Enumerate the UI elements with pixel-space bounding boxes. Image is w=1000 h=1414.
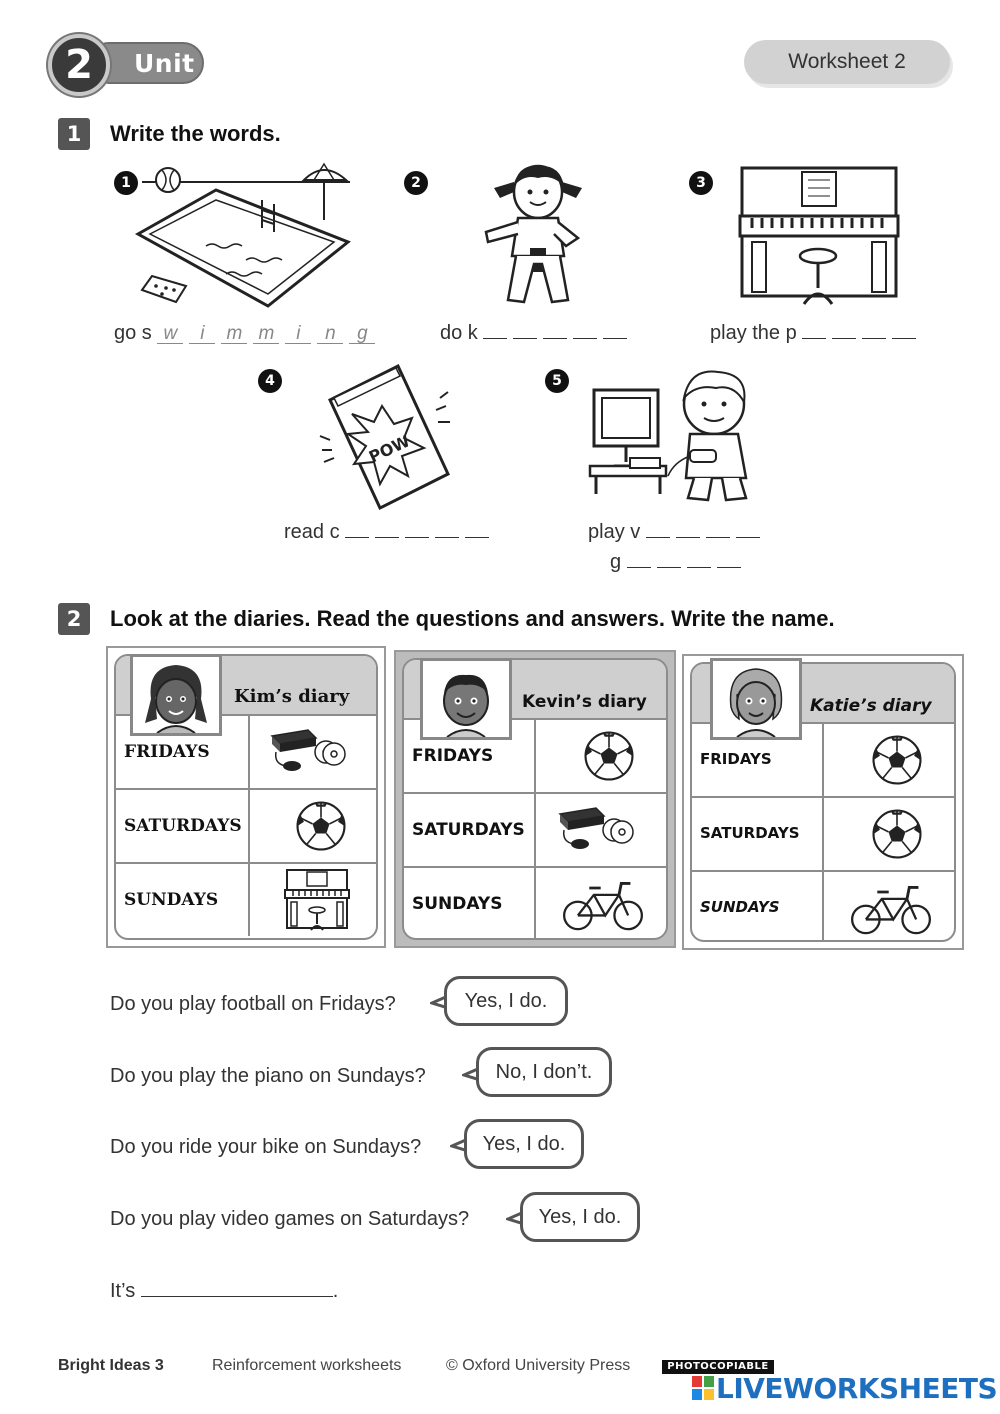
word-item-5 (588, 521, 766, 544)
answer-letter[interactable]: w (157, 325, 183, 344)
katie-diary (682, 654, 964, 950)
answer-letter[interactable]: g (349, 325, 375, 344)
diary-row (116, 862, 376, 936)
answer-blank[interactable] (513, 335, 537, 339)
answer-blank[interactable] (736, 534, 760, 538)
word-item-4 (284, 521, 495, 544)
bike-icon (558, 872, 648, 936)
boy-face-icon (423, 661, 509, 737)
football-icon (852, 802, 942, 866)
answer-blank[interactable] (573, 335, 597, 339)
answer-blank[interactable] (687, 564, 711, 568)
answer-letter[interactable]: n (317, 325, 343, 344)
answer-blank[interactable] (435, 534, 459, 538)
answer-blank[interactable] (832, 335, 856, 339)
kim-diary (106, 646, 386, 948)
cell-divider (534, 794, 536, 866)
final-prefix: It’s (110, 1280, 136, 1302)
cell-divider (822, 798, 824, 870)
cell-divider (248, 716, 250, 788)
cell-divider (248, 790, 250, 862)
picture-1-number: 1 (114, 171, 138, 195)
exercise-1-number: 1 (58, 118, 90, 150)
answer-letter[interactable]: m (253, 325, 279, 344)
answer-letter[interactable]: i (189, 325, 215, 344)
diary-row (404, 866, 666, 940)
cell-divider (534, 720, 536, 792)
picture-5-number: 5 (545, 369, 569, 393)
answer-blank[interactable] (375, 534, 399, 538)
unit-label: Unit (134, 49, 195, 78)
piano-illustration (738, 164, 900, 310)
answer-blank[interactable] (543, 335, 567, 339)
cell-divider (248, 864, 250, 936)
kevin-photo (420, 658, 512, 740)
video-games-icon (264, 720, 354, 784)
day-label: FRIDAYS (124, 742, 210, 762)
football-icon (852, 728, 942, 792)
final-answer-line (110, 1280, 338, 1303)
answer-blank[interactable] (483, 335, 507, 339)
picture-3-number: 3 (689, 171, 713, 195)
diary-row (692, 796, 954, 870)
kevin-diary (394, 650, 676, 948)
word-3-prefix: play the p (710, 322, 797, 344)
katie-photo (710, 658, 802, 740)
day-label: SATURDAYS (124, 816, 242, 836)
word-5-prefix: play v (588, 521, 641, 543)
question-2: Do you play the piano on Sundays? (110, 1065, 426, 1087)
word-item-3 (710, 322, 922, 345)
footer-book: Bright Ideas 3 (58, 1357, 164, 1374)
answer-blank[interactable] (862, 335, 886, 339)
photocopiable-badge: PHOTOCOPIABLE (662, 1360, 774, 1374)
unit-number-circle (48, 34, 110, 96)
answer-blank[interactable] (405, 534, 429, 538)
karate-girl-illustration (478, 160, 598, 310)
svg-text:POW: POW (365, 431, 413, 467)
liveworksheets-logo-icon (692, 1376, 714, 1400)
footer-series: Reinforcement worksheets (212, 1357, 402, 1374)
girl-face-icon (713, 661, 799, 737)
diary-row (404, 792, 666, 866)
liveworksheets-brand: LIVEWORKSHEETS (716, 1372, 998, 1405)
day-label: SUNDAYS (412, 894, 503, 914)
football-icon (564, 724, 654, 788)
answer-blank[interactable] (802, 335, 826, 339)
question-3: Do you ride your bike on Sundays? (110, 1136, 422, 1158)
exercise-2-number: 2 (58, 603, 90, 635)
answer-blank[interactable] (892, 335, 916, 339)
diary-title: Katie’s diary (810, 696, 932, 716)
answer-bubble-4: Yes, I do. (520, 1192, 640, 1242)
word-5-second-prefix: g (610, 551, 622, 573)
name-answer-input[interactable] (141, 1281, 333, 1297)
swimming-pool-illustration (128, 160, 358, 310)
cell-divider (534, 868, 536, 940)
answer-bubble-2: No, I don’t. (476, 1047, 612, 1097)
answer-blank[interactable] (657, 564, 681, 568)
answer-blank[interactable] (706, 534, 730, 538)
answer-blank[interactable] (717, 564, 741, 568)
answer-letter[interactable]: m (221, 325, 247, 344)
word-item-2 (440, 322, 633, 345)
answer-bubble-1: Yes, I do. (444, 976, 568, 1026)
diary-title: Kim’s diary (234, 686, 350, 707)
word-item-5-line-2 (610, 551, 747, 574)
footer-copyright: © Oxford University Press (446, 1357, 631, 1374)
kim-photo (130, 654, 222, 736)
worksheet-label: Worksheet 2 (744, 40, 950, 84)
answer-letter[interactable]: i (285, 325, 311, 344)
day-label: SUNDAYS (124, 890, 219, 910)
cell-divider (822, 872, 824, 942)
answer-blank[interactable] (345, 534, 369, 538)
picture-2-number: 2 (404, 171, 428, 195)
day-label: SUNDAYS (700, 898, 780, 916)
answer-bubble-3: Yes, I do. (464, 1119, 584, 1169)
answer-blank[interactable] (465, 534, 489, 538)
cell-divider (822, 724, 824, 796)
answer-blank[interactable] (627, 564, 651, 568)
comic-book-illustration (316, 362, 462, 512)
football-icon (276, 794, 366, 858)
diary-row (692, 870, 954, 942)
day-label: FRIDAYS (412, 746, 494, 766)
answer-blank[interactable] (676, 534, 700, 538)
video-games-icon (552, 798, 642, 862)
answer-blank[interactable] (603, 335, 627, 339)
unit-number: 2 (65, 42, 93, 88)
piano-icon (272, 868, 362, 932)
word-4-prefix: read c (284, 521, 340, 543)
day-label: SATURDAYS (700, 824, 800, 842)
girl-face-icon (133, 657, 219, 733)
word-1-prefix: go s (114, 322, 152, 344)
exercise-1-title: Write the words. (110, 121, 281, 146)
final-suffix: . (332, 1280, 339, 1302)
day-label: SATURDAYS (412, 820, 525, 840)
diary-row (116, 788, 376, 862)
question-1: Do you play football on Fridays? (110, 993, 396, 1015)
diary-title: Kevin’s diary (522, 692, 647, 712)
word-item-1 (114, 322, 381, 345)
question-4: Do you play video games on Saturdays? (110, 1208, 470, 1230)
exercise-2-title: Look at the diaries. Read the questions and answers. Write the name. (110, 606, 835, 631)
unit-badge (48, 34, 206, 94)
day-label: FRIDAYS (700, 750, 772, 768)
video-games-boy-illustration (586, 362, 762, 508)
picture-4-number: 4 (258, 369, 282, 393)
bike-icon (846, 876, 936, 940)
word-2-prefix: do k (440, 322, 478, 344)
answer-blank[interactable] (646, 534, 670, 538)
